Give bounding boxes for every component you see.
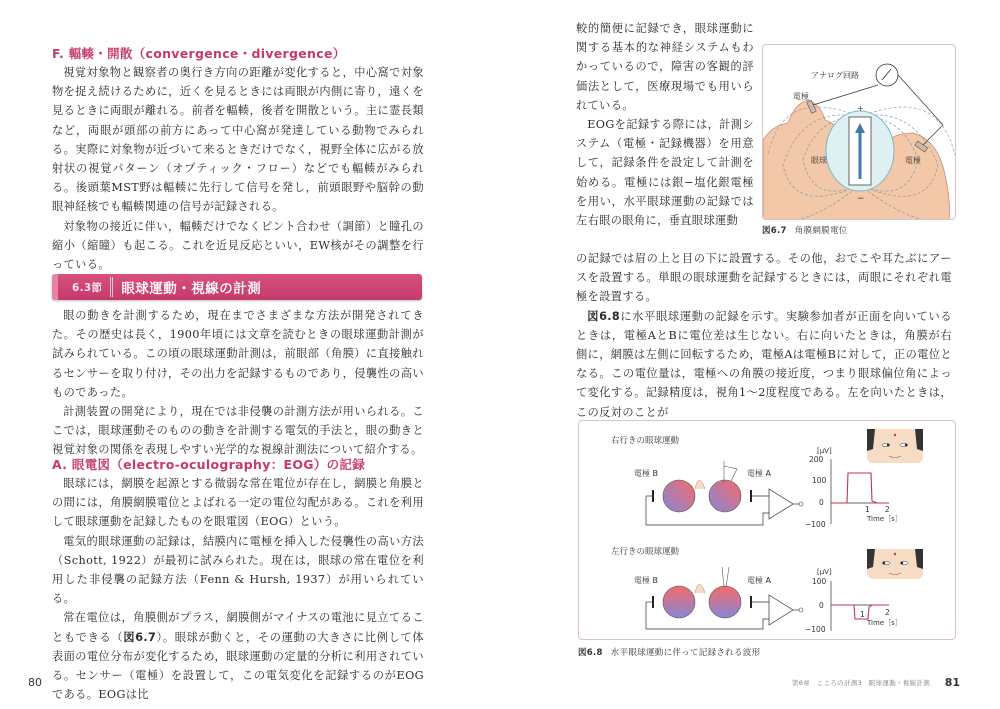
panel-1-ytick-100: 100 <box>812 476 827 485</box>
section-bar <box>52 274 422 300</box>
section-number: 6.3節 <box>72 281 103 294</box>
eyeball-label: 眼球 <box>811 156 827 165</box>
page-number-right: 81 <box>944 676 960 689</box>
panel-2-xlabel: Time［s］ <box>867 619 902 627</box>
section-f-heading <box>52 44 424 63</box>
section-f-paragraph-1: 視覚対象物と観察者の奥行き方向の距離が変化すると，中心窩で対象物を捉え続けるために，近くを見るときには両眼が内側に寄り，遠くを見るときに両眼が離れる。前者を輻輳，後者を開散という。主に霊長類など，両眼が頭部の前方にあって中心窩が発達している動物でみられる。実際に対象物が近づいて来るときだけでなく，視野全体に広がる放射状の視覚パターン（オプティック・フロー）などでも輻輳がみられる。後頭葉MST野は輻輳に先行して信号を発し，前頭眼野や脳幹の動眼神経核でも輻輳関連の信号が記録される。 <box>52 66 424 214</box>
running-head: 第6章 こころの計測3 眼球運動・視線計測 <box>791 679 930 687</box>
section-title: 眼球運動・視線の計測 <box>121 281 262 297</box>
section-intro <box>52 306 424 460</box>
intro-paragraph-2: 計測装置の開発により，現在では非侵襲の計測方法が用いられる。ここでは，眼球運動そのものの動きを計測する電気的手法と，眼の動きと視覚対象の関係を表現しやすい光学的な視線計測法について紹介する。 <box>52 405 424 457</box>
section-a-heading <box>52 455 424 474</box>
panel-right-movement <box>611 429 923 529</box>
p3-text-after: ）。眼球が動くと，その運動の大きさに比例して体表面の電位分布が変化するため，眼球運動の定量的分析に利用されている。センサー（電極）を設置して，この電気変化を記録するのがEOGである。EOGは比 <box>52 630 425 702</box>
figure-6-7-reference[interactable]: 図6.7 <box>123 630 157 644</box>
panel-2-electrode-a: 電極 A <box>747 576 772 585</box>
panel-2-ytick-0: 0 <box>819 601 824 610</box>
horizontal-eye-movement-waveforms <box>579 421 957 641</box>
panel-1-xtick-1: 1 <box>865 505 870 514</box>
wide-paragraph-1: の記録では眉の上と目の下に設置する。その他，おでこや耳たぶにアースを設置する。単眼の眼球運動を記録するときには，両眼にそれぞれ電極を設置する。 <box>576 252 952 304</box>
plus-sign: + <box>857 104 864 113</box>
section-bar-stripe <box>52 274 58 300</box>
section-a-heading-latin: （electro-oculography：EOG） <box>110 457 327 472</box>
figure-6-7-label: 図6.7 <box>762 226 787 236</box>
p3-text-before: 常在電位は，角膜側がプラス，網膜側がマイナスの電池に見立てることもできる（ <box>52 611 424 644</box>
face-looking-left-icon <box>867 549 923 579</box>
figure-6-8-label: 図6.8 <box>578 648 603 658</box>
panel-1-title: 右行きの眼球運動 <box>611 436 680 446</box>
panel-2-ytick-100: 100 <box>812 577 827 586</box>
section-a <box>52 455 424 704</box>
wide-paragraph-2-text: に水平眼球運動の記録を示す。実験参加者が正面を向いているときは，電極AとBに電位差は生じない。右に向いたときは，角膜が右側に，網膜は左側に回転するため，電極Aは電極Bに対して，正の電位となる。この電位量は，電極への角膜の接近度，つまり眼球偏位角によって変化する。記録精度は，視角1～2度程度である。左を向いたときは，この反対のことが <box>576 309 952 419</box>
figure-6-8 <box>578 420 956 640</box>
panel-1-electrode-a: 電極 A <box>747 469 772 478</box>
section-f-heading-latin: （convergence・divergence） <box>132 46 346 61</box>
panel-1-electrode-b: 電極 B <box>634 469 659 478</box>
narrow-paragraph-2: EOGを記録する際には，計測システム（電極・記録機器）を用意して，記録条件を設定して計測を始める。電極には銀−塩化銀電極を用い，水平眼球運動の記録では左右眼の眼角に，垂直眼球運動 <box>576 118 754 228</box>
panel-1-xlabel: Time［s］ <box>867 515 902 523</box>
wide-column <box>576 249 952 422</box>
panel-1-ytick-minus100: −100 <box>805 520 826 529</box>
section-f <box>52 44 424 274</box>
panel-2-unit: [μV] <box>817 568 832 576</box>
analog-circuit-label: アナログ回路 <box>811 71 859 80</box>
panel-1-ytick-200: 200 <box>809 455 824 464</box>
panel-1-unit: [μV] <box>817 447 832 455</box>
panel-2-xtick-2: 2 <box>885 608 890 617</box>
panel-1-ytick-0: 0 <box>819 498 824 507</box>
panel-1-xtick-2: 2 <box>885 505 890 514</box>
panel-left-movement <box>611 546 923 634</box>
narrow-column <box>576 19 754 230</box>
figure-6-7 <box>762 44 956 220</box>
corneoretinal-potential-diagram <box>763 45 956 220</box>
face-looking-right-icon <box>867 429 923 463</box>
figure-6-8-caption <box>578 646 760 658</box>
section-a-heading-suffix: の記録 <box>326 457 366 472</box>
narrow-paragraph-1: 較的簡便に記録でき，眼球運動に関する基本的な神経システムもわかっているので，障害の客観的評価法として，医療現場でも用いられている。 <box>576 22 754 112</box>
panel-2-ytick-minus100: −100 <box>805 625 826 634</box>
page-number-left: 80 <box>28 676 42 689</box>
panel-2-electrode-b: 電極 B <box>634 576 659 585</box>
electrode-label-left: 電極 <box>793 92 809 101</box>
section-divider <box>110 277 113 297</box>
electrode-label-right: 電極 <box>905 156 921 165</box>
panel-2-xtick-1: 1 <box>860 610 865 619</box>
section-a-heading-jp: A. 眼電図 <box>52 457 111 472</box>
figure-6-8-reference[interactable]: 図6.8 <box>587 309 621 323</box>
minus-sign: − <box>857 194 865 204</box>
section-f-heading-jp: F. 輻輳・開散 <box>52 46 133 61</box>
section-a-paragraph-3 <box>52 608 424 704</box>
wide-paragraph-2 <box>576 307 952 422</box>
section-f-paragraph-2: 対象物の接近に伴い，輻輳だけでなくピント合わせ（調節）と瞳孔の縮小（縮瞳）も起こる。これを近見反応といい，EW核がその調整を行っている。 <box>52 219 424 272</box>
intro-paragraph-1: 眼の動きを計測するため，現在までさまざまな方法が開発されてきた。その歴史は長く，1900年頃には文章を読むときの眼球運動計測が試みられている。この頃の眼球運動計測は，前眼部（角膜）に直接触れるセンサーを取り付け，その出力を記録するものであり，侵襲性の高いものであった。 <box>52 309 424 399</box>
panel-2-title: 左行きの眼球運動 <box>611 547 680 557</box>
figure-6-7-caption <box>762 224 848 236</box>
figure-6-7-caption-text: 角膜網膜電位 <box>794 226 848 236</box>
section-a-paragraph-1: 眼球には，網膜を起源とする微弱な常在電位が存在し，網膜と角膜との間には，角膜網膜電位とよばれる一定の電位勾配がある。これを利用して眼球運動を記録したものを眼電図（EOG）という。 <box>52 477 424 529</box>
section-a-paragraph-2: 電気的眼球運動の記録は，結膜内に電極を挿入した侵襲性の高い方法（Schott, 1922）が最初に試みられた。現在は，眼球の常在電位を利用した非侵襲の記録方法（Fenn & Hursh, 1937）が用いられている。 <box>52 534 424 606</box>
figure-6-8-caption-text: 水平眼球運動に伴って記録される波形 <box>610 648 761 658</box>
